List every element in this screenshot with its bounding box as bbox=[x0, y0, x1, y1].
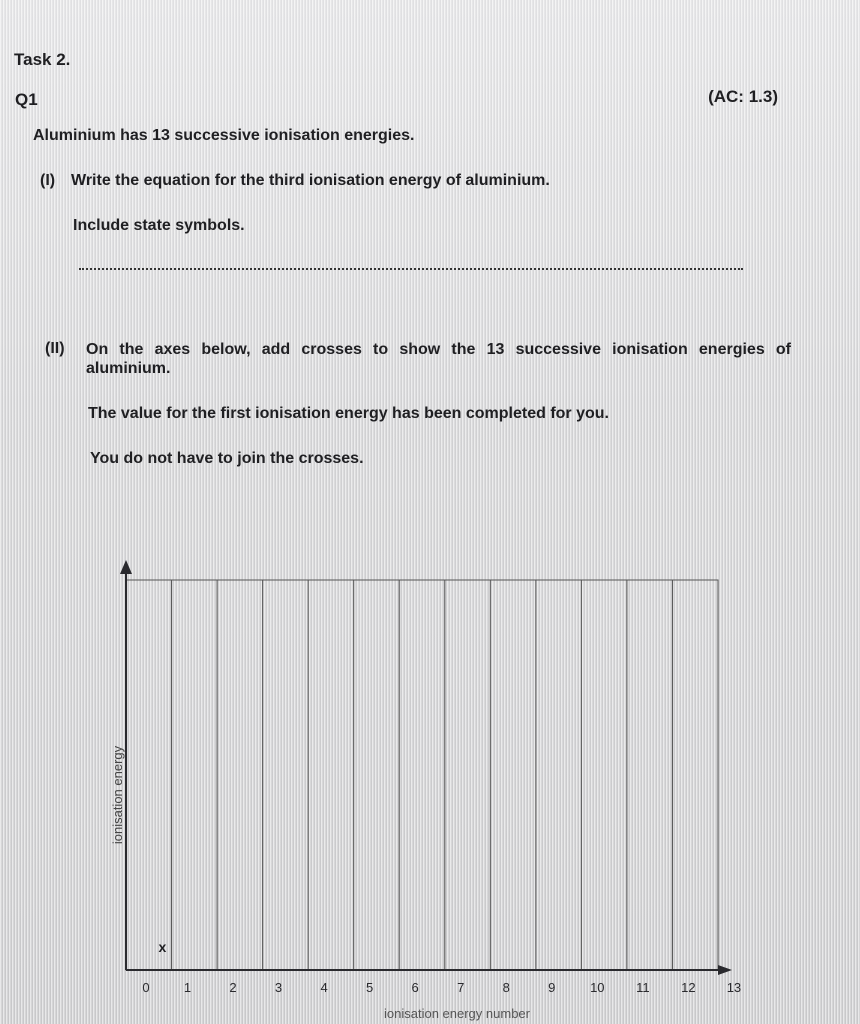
x-tick-label: 11 bbox=[636, 980, 650, 995]
x-tick-label: 3 bbox=[274, 980, 283, 995]
x-tick-label: 8 bbox=[502, 980, 510, 995]
part2-question: On the axes below, add crosses to show the 13 successive ionisation energies of aluminium. bbox=[86, 341, 791, 377]
x-tick-label: 4 bbox=[320, 980, 328, 995]
y-axis-label: ionisation energy bbox=[110, 745, 125, 845]
part1-instruction: Include state symbols. bbox=[73, 217, 245, 234]
part2-number: (II) bbox=[45, 340, 65, 357]
x-tick-label: 1 bbox=[183, 980, 192, 995]
x-tick-label: 12 bbox=[681, 980, 696, 995]
data-points bbox=[159, 939, 167, 955]
x-tick-label: 10 bbox=[590, 980, 605, 995]
plot-border bbox=[126, 580, 718, 970]
x-tick-label: 0 bbox=[142, 980, 150, 995]
x-tick-label: 2 bbox=[229, 980, 237, 995]
part1-text-after: ionisation energy of aluminium. bbox=[304, 172, 550, 189]
data-point-marker: x bbox=[158, 939, 167, 955]
x-tick-label: 13 bbox=[726, 980, 742, 995]
assessment-criteria: (AC: 1.3) bbox=[708, 87, 778, 106]
x-tick-label: 5 bbox=[366, 980, 374, 995]
part1-text-before: Write the equation for the bbox=[71, 172, 269, 189]
part2-instruction-2: You do not have to join the crosses. bbox=[90, 450, 364, 467]
x-tick-label: 6 bbox=[411, 980, 419, 995]
x-axis-label: ionisation energy number bbox=[384, 1006, 530, 1021]
x-tick-labels bbox=[142, 980, 741, 995]
question-number: Q1 bbox=[15, 90, 38, 109]
chart-grid bbox=[172, 580, 673, 970]
x-tick-label: 7 bbox=[457, 980, 465, 995]
task-title: Task 2. bbox=[14, 50, 71, 69]
part2-instruction-1: The value for the first ionisation energy has been completed for you. bbox=[88, 405, 609, 422]
part1-number: (I) bbox=[40, 172, 56, 189]
x-tick-label: 9 bbox=[548, 980, 556, 995]
question-intro: Aluminium has 13 successive ionisation energies. bbox=[33, 127, 415, 144]
y-axis-arrow bbox=[120, 560, 132, 574]
part1-text-bold: third bbox=[268, 172, 305, 189]
x-axis-arrow bbox=[718, 965, 732, 975]
